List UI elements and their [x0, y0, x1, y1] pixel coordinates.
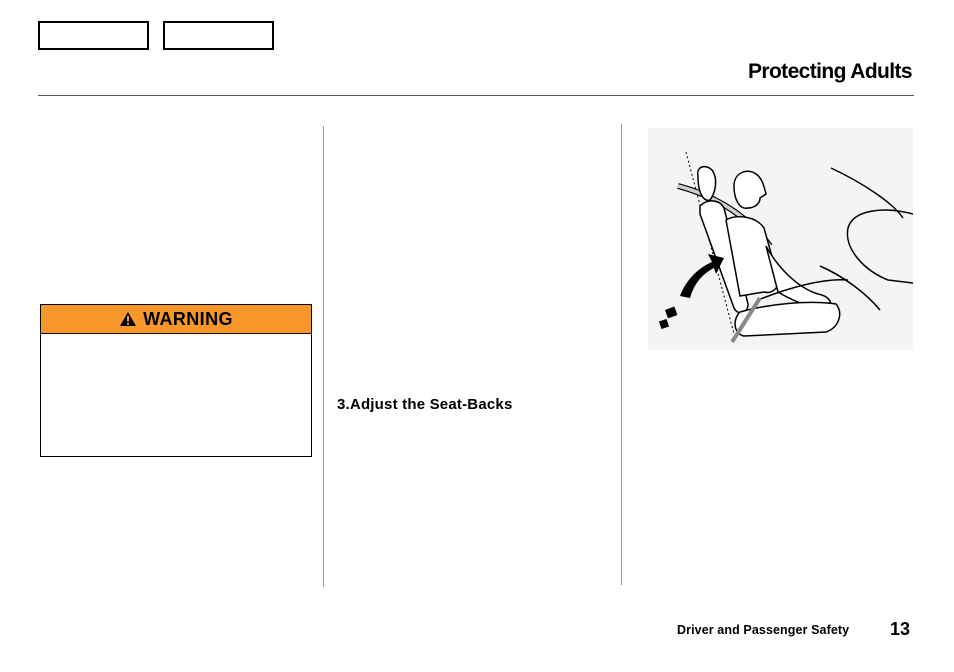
warning-label: WARNING: [143, 308, 233, 329]
section-subheading: 3.Adjust the Seat-Backs: [337, 396, 513, 413]
warning-triangle-icon: [119, 311, 137, 327]
warning-header: [41, 305, 311, 334]
column-divider-left: [323, 126, 324, 587]
warning-box: [40, 304, 312, 457]
seat-back-adjust-illustration: [648, 128, 913, 350]
column-divider-right: [621, 124, 622, 585]
nav-button-contents[interactable]: [38, 21, 149, 50]
page-number: 13: [890, 619, 911, 639]
footer-section-name: Driver and Passenger Safety: [677, 623, 850, 637]
nav-button-index[interactable]: [163, 21, 274, 50]
header-divider: [38, 95, 914, 96]
page-title: Protecting Adults: [747, 60, 912, 83]
